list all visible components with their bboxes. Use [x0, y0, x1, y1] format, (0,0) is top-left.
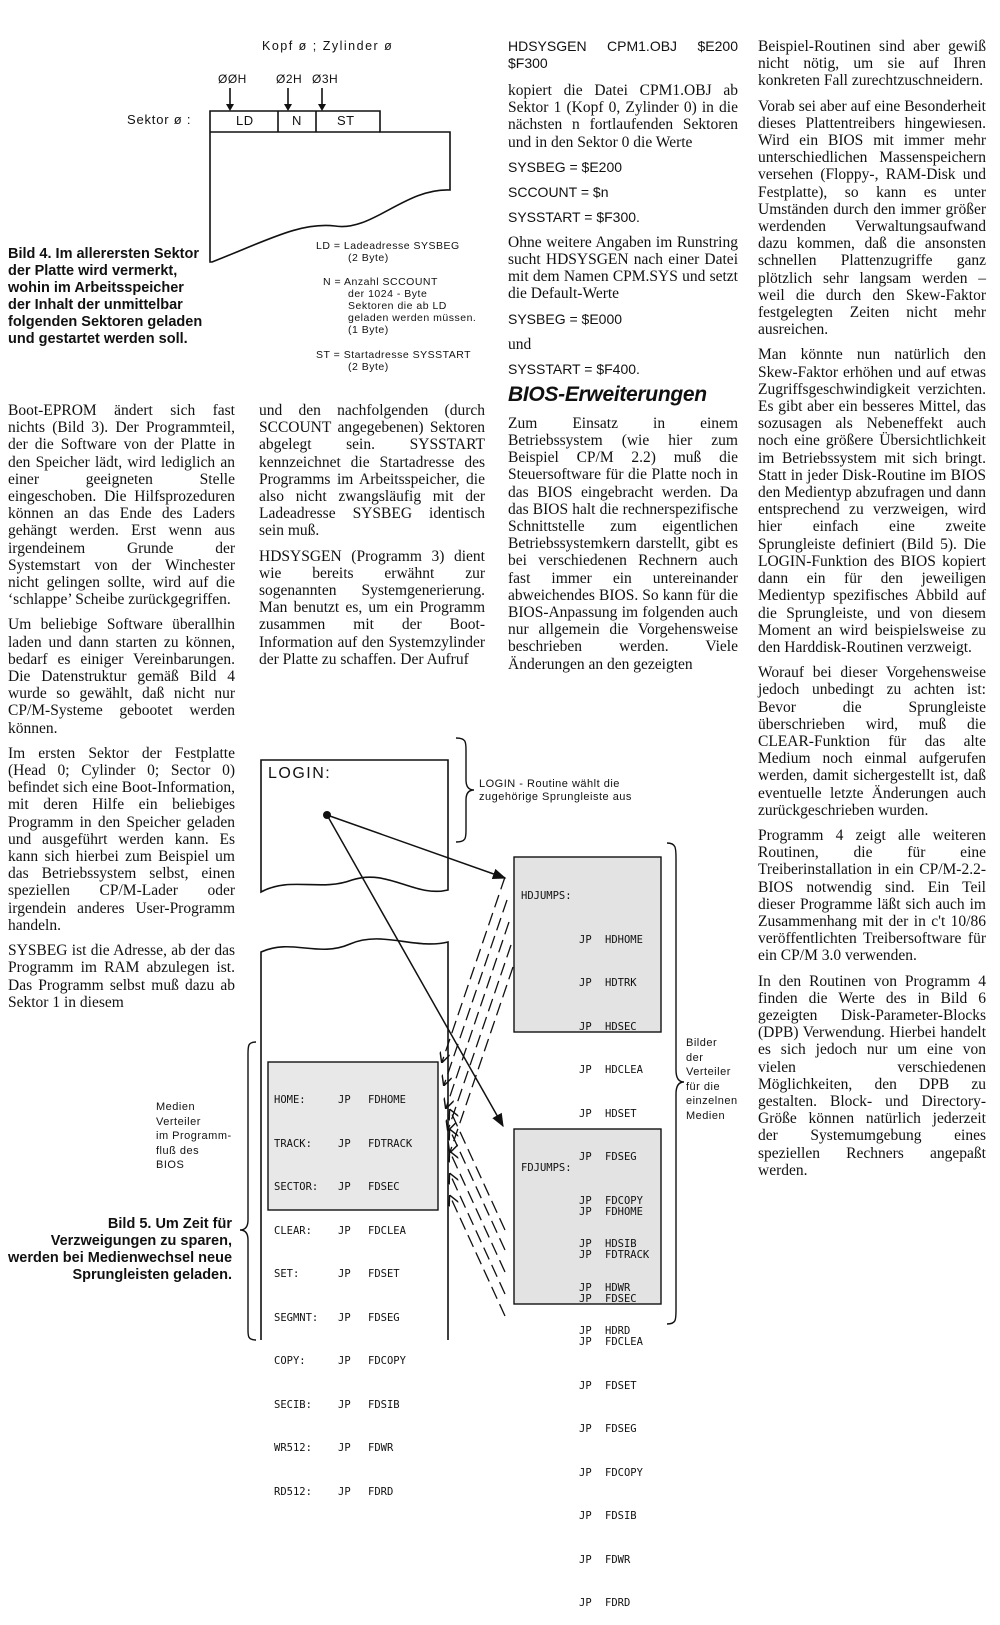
fdjumps-table	[521, 1132, 649, 1625]
jump-op: JP	[579, 1553, 592, 1566]
jump-row	[274, 1398, 412, 1413]
jump-label: CLEAR:	[274, 1224, 312, 1237]
fd-entry: FDSET	[605, 1379, 637, 1392]
fd-entry: FDHOME	[605, 1205, 643, 1218]
fd-entry: FDTRACK	[605, 1249, 650, 1261]
fig4-sector-label: Sektor ø :	[127, 112, 192, 127]
login-label: LOGIN:	[268, 765, 332, 782]
fig4-addr-03h: Ø3H	[312, 72, 339, 86]
jump-label: WR512:	[274, 1442, 312, 1454]
paragraph: Man könnte nun natürlich den Skew-Faktor erhöhen und auf etwas Zugriffsgeschwindigkeit verzichten. Es gibt aber ein besseres Mittel, das sozusagen als Nebeneffekt auch noch eine größere Übersichtlichkeit im Betriebssystem mit sich bringt. Statt in jeder Disk-Routine im BIOS den Medientyp abzufragen und dann entsprechend zu verzweigen, wird hier einfach eine zweite Sprungleiste definiert (Bild 5). Die LOGIN-Funktion des BIOS kopiert dann ein für den jeweiligen Medientyp spezifisches Abbild auf die Sprungleiste, und von diesem Moment an wird beispielsweise zu den Harddisk-Routinen verzweigt.	[758, 346, 986, 656]
jump-op: JP	[579, 1336, 592, 1348]
jump-target: FDSIB	[368, 1398, 400, 1411]
jump-target: FDWR	[368, 1442, 394, 1454]
medien-note-line: im Programm-	[156, 1130, 232, 1142]
jump-target: FDTRACK	[368, 1137, 413, 1150]
jump-op: JP	[579, 1205, 592, 1218]
paragraph: Um beliebige Software überallhin laden und dann starten zu können, bedarf es einiger Vereinbarungen. Die Datenstruktur gemäß Bild 4 wurde so gewählt, daß nicht nur CP/M-Systeme gebootet werden können.	[8, 616, 235, 737]
legend-ld-line: LD = Ladeadresse SYSBEG	[316, 240, 460, 252]
fd-entry: FDSEC	[605, 1292, 637, 1305]
hd-entry: FDSEG	[605, 1151, 637, 1163]
medien-note-line: fluß des	[156, 1144, 200, 1157]
bilder-note-line: einzelnen	[686, 1095, 738, 1107]
medien-note-line: Verteiler	[156, 1115, 201, 1128]
jump-op: JP	[579, 1238, 592, 1250]
section-heading: BIOS-Erweiterungen	[508, 382, 707, 406]
jump-label: COPY:	[274, 1355, 306, 1367]
jump-label: HOME:	[274, 1094, 306, 1106]
paragraph: HDSYSGEN (Programm 3) dient wie bereits erwähnt zur sogenannten Systemgenerierung. Man benutzt es, um ein Programm zusammen mit der Boot-Information auf den Systemzylinder der Platte zu schaffen. Der Aufruf	[259, 547, 485, 668]
value-line: und	[508, 335, 532, 353]
jump-row	[274, 1224, 412, 1239]
jump-op: JP	[579, 933, 592, 946]
jump-label: RD512:	[274, 1485, 312, 1498]
jump-op: JP	[579, 1597, 592, 1609]
jump-op: JP	[338, 1355, 351, 1367]
hdjumps-title: HDJUMPS:	[521, 890, 572, 902]
hd-entry: HDSEC	[605, 1020, 637, 1033]
legend-n-line: der 1024 - Byte	[348, 288, 428, 300]
jump-target: FDSEG	[368, 1311, 400, 1324]
paragraph: kopiert die Datei CPM1.OBJ ab Sektor 1 (Kopf 0, Zylinder 0) in die nächsten n fortlaufenden Sektoren und in den Sektor 0 die Werte	[508, 82, 738, 151]
jump-op: JP	[579, 1325, 592, 1337]
fig4-addr-00h: ØØH	[218, 72, 247, 86]
jump-op: JP	[579, 1466, 592, 1479]
hd-entry: HDRD	[605, 1325, 631, 1337]
paragraph: Vorab sei aber auf eine Besonderheit dieses Plattentreibers hingewiesen. Wird ein BIOS mit immer mehr unterschiedlichen Massenspeichern versehen (Floppy-, RAM-Disk und Festplatte), so kann es unter Umständen durch den immer größer werdenden Verwaltungsaufwand dazu kommen, daß die ansonsten schnellen Plattenzugriffe ganz plötzlich sehr langsam werden – weil die durch den Skew-Faktor festgelegten Zeiten nicht mehr ausreichen.	[758, 97, 986, 339]
value-line: SYSSTART = $F400.	[508, 360, 640, 377]
jump-op: JP	[579, 1151, 592, 1163]
fd-entry: FDCLEA	[605, 1336, 643, 1348]
jump-target: FDCLEA	[368, 1224, 406, 1237]
fd-entry: FDWR	[605, 1553, 631, 1566]
command-line: HDSYSGEN CPM1.OBJ $E200 $F300	[508, 38, 738, 71]
legend-n-line: Sektoren die ab LD	[348, 300, 447, 312]
jump-label: SET:	[274, 1268, 300, 1280]
legend-st-line: ST = Startadresse SYSSTART	[316, 349, 472, 361]
jump-row	[274, 1180, 412, 1195]
fig4-cell-st: ST	[337, 113, 355, 128]
bilder-note-line: Verteiler	[686, 1066, 731, 1078]
hd-entry: HDCLEA	[605, 1064, 643, 1076]
paragraph: Boot-EPROM ändert sich fast nichts (Bild 3). Der Programmteil, der die Software von der Platte in den Speicher lädt, wird lediglich an einer geeigneten Stelle eingeschoben. Die Hilfsprozeduren können an das Ende des Laders gehängt werden. Erst wenn aus irgendeinem Grunde der Systemstart von der Winchester nicht gelingen sollte, wird auf die ‘schlappe’ Scheibe zurückgegriffen.	[8, 402, 235, 609]
fdjumps-title: FDJUMPS:	[521, 1162, 572, 1174]
jump-label: SECTOR:	[274, 1181, 319, 1193]
bilder-note-line: Medien	[686, 1109, 726, 1122]
jump-op: JP	[338, 1094, 351, 1106]
fig4-header: Kopf ø ; Zylinder ø	[262, 39, 394, 53]
bilder-note-line: für die	[686, 1080, 721, 1093]
jump-op: JP	[579, 1423, 592, 1435]
hd-entry: HDWR	[605, 1281, 631, 1294]
jump-op: JP	[579, 1379, 592, 1392]
paragraph: SYSBEG ist die Adresse, ab der das Programm im RAM abzulegen ist. Das Programm selbst muß dazu ab Sektor 1 in diesem	[8, 942, 235, 1011]
jump-row	[274, 1093, 412, 1108]
jump-op: JP	[579, 1281, 592, 1294]
jump-target: FDSEC	[368, 1181, 400, 1193]
paragraph: Zum Einsatz in einem Betriebssystem (wie hier zum Beispiel CP/M 2.2) muß die Steuersoftware für die Platte noch in das BIOS eingebracht werden. Da das BIOS halt die rechnerspezifische Schnittstelle zum eigentlichen Betriebssystemkern darstellt, gibt es bei verschiedenen Rechnern auch fast immer ein untereinander abweichendes BIOS. So kann für die BIOS-Anpassung im folgenden auch nur allgemein die Vorgehensweise beschrieben werden. Viele Änderungen an den gezeigten	[508, 414, 738, 673]
jump-op: JP	[338, 1311, 351, 1324]
jump-op: JP	[579, 1020, 592, 1033]
legend-ld-bytes: (2 Byte)	[348, 252, 389, 264]
paragraph: Im ersten Sektor der Festplatte (Head 0; Cylinder 0; Sector 0) befindet sich eine Boot-Information, mit deren Hilfe ein beliebiges Programm in den Speicher geladen und ausgeführt werden kann. Es kann sich hierbei zum Beispiel um das Betriebssystem selbst, einen speziellen CP/M-Lader oder irgendein anderes User-Programm handeln.	[8, 744, 235, 934]
jump-op: JP	[579, 1107, 592, 1120]
fig4-addr-02h: Ø2H	[276, 72, 303, 86]
jump-label: TRACK:	[274, 1137, 312, 1150]
fd-entry: FDSEG	[605, 1423, 637, 1435]
jump-op: JP	[338, 1137, 351, 1150]
jump-op: JP	[338, 1442, 351, 1454]
jump-op: JP	[579, 1249, 592, 1261]
fig5-caption: Bild 5. Um Zeit für Verzweigungen zu sparen, werden bei Medienwechsel neue Sprungleisten geladen.	[8, 1216, 233, 1283]
jump-label: SEGMNT:	[274, 1311, 319, 1324]
paragraph: Beispiel-Routinen sind aber gewiß nicht nötig, um sie auf Ihren konkreten Fall zurechtzuschneidern.	[758, 38, 986, 90]
jump-target: FDHOME	[368, 1094, 406, 1106]
value-line: SYSBEG = $E000	[508, 310, 623, 327]
medien-note	[156, 1100, 232, 1173]
jump-op: JP	[338, 1268, 351, 1280]
login-note	[479, 778, 632, 804]
jump-op: JP	[579, 1292, 592, 1305]
paragraph: und den nachfolgenden (durch SCCOUNT angegebenen) Sektoren abgelegt sein. SYSSTART kennzeichnet die Startadresse des Programms im Arbeitsspeicher, die also nicht zwangsläufig mit der Ladeadresse SYSBEG identisch sein muß.	[259, 402, 485, 540]
jump-row	[274, 1441, 412, 1456]
value-line: SCCOUNT = $n	[508, 183, 609, 200]
hd-entry: FDCOPY	[605, 1194, 643, 1207]
jump-op: JP	[338, 1398, 351, 1411]
login-note-line: LOGIN - Routine wählt die	[479, 778, 620, 790]
login-note-line: zugehörige Sprungleiste aus	[479, 791, 632, 803]
jump-op: JP	[579, 1510, 592, 1522]
fig4-cell-ld: LD	[236, 113, 254, 128]
hd-entry: HDHOME	[605, 933, 643, 946]
hd-entry: HDSET	[605, 1107, 637, 1120]
paragraph: Ohne weitere Angaben im Runstring sucht HDSYSGEN nach einer Datei mit dem Namen CPM.SYS und setzt die Default-Werte	[508, 233, 738, 303]
jump-op: JP	[579, 1194, 592, 1207]
legend-n-line: geladen werden müssen.	[348, 312, 477, 324]
fd-entry: FDCOPY	[605, 1466, 643, 1479]
legend-n-bytes: (1 Byte)	[348, 324, 389, 336]
hd-entry: HDTRK	[605, 977, 637, 989]
fd-entry: FDSIB	[605, 1510, 637, 1522]
value-line: SYSSTART = $F300.	[508, 208, 640, 225]
jump-op: JP	[579, 977, 592, 989]
jump-target: FDCOPY	[368, 1355, 406, 1367]
jump-op: JP	[338, 1485, 351, 1498]
jump-label: SECIB:	[274, 1398, 312, 1411]
hd-entry: HDSIB	[605, 1238, 637, 1250]
jump-op: JP	[579, 1064, 592, 1076]
bilder-note-line: Bilder	[686, 1037, 718, 1049]
jump-row	[274, 1267, 412, 1282]
jump-target: FDSET	[368, 1268, 400, 1280]
fd-entry: FDRD	[605, 1597, 631, 1609]
jump-target: FDRD	[368, 1485, 394, 1498]
fig4-caption: Bild 4. Im allerersten Sektor der Platte wird vermerkt, wohin im Arbeitsspeicher der Inhalt der unmittelbar folgenden Sektoren geladen und gestartet werden soll.	[8, 246, 203, 347]
jump-row	[274, 1485, 412, 1500]
legend-st-bytes: (2 Byte)	[348, 361, 389, 373]
fig4-cell-n: N	[292, 113, 302, 128]
medien-note-line: BIOS	[156, 1159, 185, 1171]
paragraph: In den Routinen von Programm 4 finden die Werte des in Bild 6 gezeigten Disk-Parameter-Blocks (DPB) Verwendung. Hierbei handelt es sich jedoch nur um eine von vielen verschiedenen Möglichkeiten, den DPB zu gestalten. Block- und Directory-Größe können natürlich jederzeit der Systemumgebung eines speziellen Rechners angepaßt werden.	[758, 972, 986, 1179]
value-line: SYSBEG = $E200	[508, 158, 623, 175]
jump-op: JP	[338, 1224, 351, 1237]
medien-note-line: Medien	[156, 1101, 196, 1113]
jump-row	[274, 1311, 412, 1326]
paragraph: Worauf bei dieser Vorgehensweise jedoch unbedingt zu achten ist: Bevor die Sprungleiste überschrieben wird, muß die CLEAR-Funktion für das alte Medium noch einmal aufgerufen werden, damit sichergestellt ist, daß eventuelle letzte Änderungen auch zurückgeschrieben wurden.	[758, 664, 986, 819]
paragraph: Programm 4 zeigt alle weiteren Routinen, die für eine Treiberinstallation in ein CP/M-2.2-BIOS notwendig sind. Ein Teil dieser Programme läßt sich auch im Zusammenhang mit der in c't 10/86 veröffentlichten Treibersoftware für ein CP/M 3.0 verwenden.	[758, 826, 986, 965]
legend-n-line: N = Anzahl SCCOUNT	[323, 276, 438, 288]
bilder-note	[686, 1036, 738, 1123]
jump-table	[274, 1064, 412, 1514]
jump-row	[274, 1137, 412, 1152]
jump-row	[274, 1354, 412, 1369]
bilder-note-line: der	[686, 1051, 704, 1064]
jump-op: JP	[338, 1181, 351, 1193]
